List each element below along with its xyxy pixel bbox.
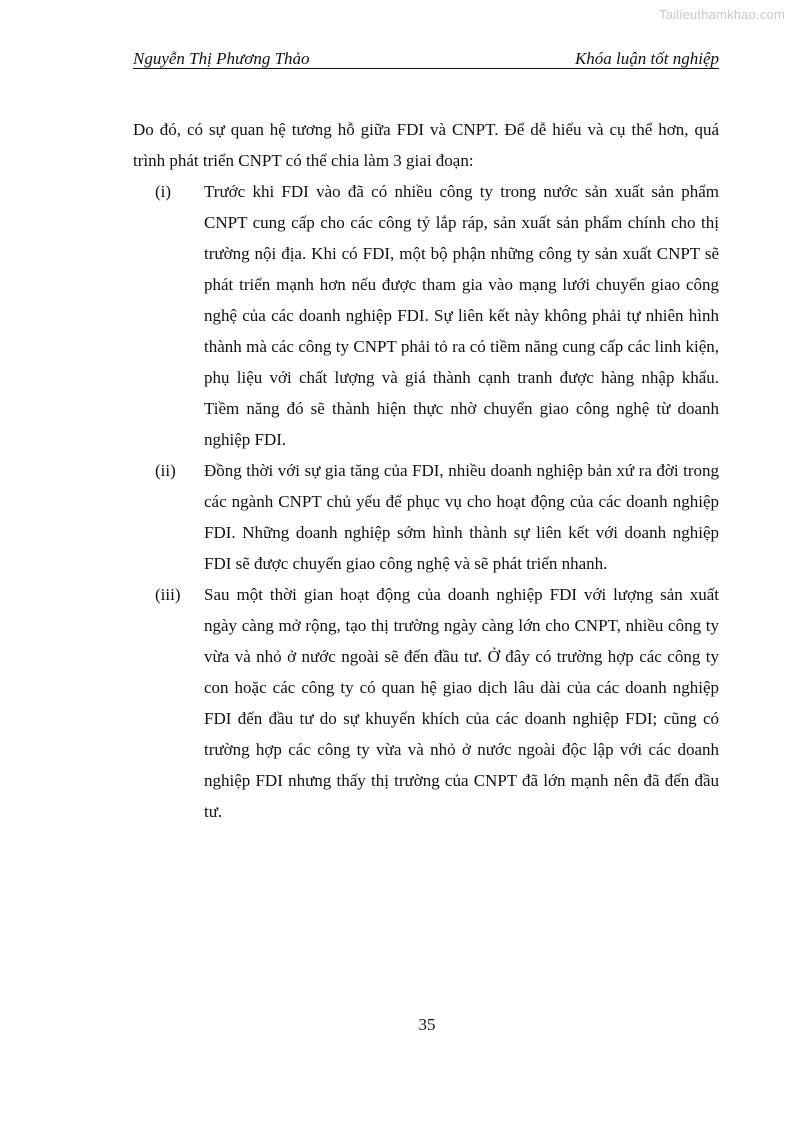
list-item (133, 176, 719, 455)
list-item-text: Sau một thời gian hoạt động của doanh nghiệp FDI với lượng sản xuất ngày càng mở rộng, tạo thị trường ngày càng lớn cho CNPT, nhiều công ty vừa và nhỏ ở nước ngoài sẽ đến đầu tư. Ở đây có trường hợp các công ty con hoặc các công ty có quan hệ giao dịch lâu dài của các doanh nghiệp FDI đến đầu tư do sự khuyến khích của các doanh nghiệp FDI; cũng có trường hợp các công ty vừa và nhỏ ở nước ngoài độc lập với các doanh nghiệp FDI nhưng thấy thị trường của CNPT đã lớn mạnh nên đã đến đầu tư. (204, 585, 719, 821)
list-item-text: Trước khi FDI vào đã có nhiều công ty trong nước sản xuất sản phẩm CNPT cung cấp cho các công tỷ lắp ráp, sản xuất sản phẩm chính cho thị trường nội địa. Khi có FDI, một bộ phận những công ty sản xuất CNPT sẽ phát triển mạnh hơn nếu được tham gia vào mạng lưới chuyển giao công nghệ của các doanh nghiệp FDI. Sự liên kết này không phải tự nhiên hình thành mà các công ty CNPT phải tỏ ra có tiềm năng cung cấp các linh kiện, phụ liệu với chất lượng và giá thành cạnh tranh được hàng nhập khẩu. Tiềm năng đó sẽ thành hiện thực nhờ chuyển giao công nghệ từ doanh nghiệp FDI. (204, 182, 719, 449)
page-header (133, 48, 719, 69)
watermark-text: Tailieuthamkhao.com (659, 7, 785, 22)
page-number: 35 (418, 1015, 436, 1034)
header-author: Nguyễn Thị Phương Thảo (133, 49, 310, 68)
stage-list (133, 176, 719, 827)
list-item-text: Đồng thời với sự gia tăng của FDI, nhiều doanh nghiệp bản xứ ra đời trong các ngành CNPT chủ yếu để phục vụ cho hoạt động của các doanh nghiệp FDI. Những doanh nghiệp sớm hình thành sự liên kết với doanh nghiệp FDI sẽ được chuyển giao công nghệ và sẽ phát triển nhanh. (204, 461, 719, 573)
page-body (133, 114, 719, 827)
list-item (133, 455, 719, 579)
list-item-marker: (i) (155, 182, 172, 201)
intro-paragraph: Do đó, có sự quan hệ tương hỗ giữa FDI và CNPT. Để dễ hiểu và cụ thể hơn, quá trình phát triển CNPT có thể chia làm 3 giai đoạn: (133, 120, 719, 170)
list-item (133, 579, 719, 827)
list-item-marker: (ii) (155, 461, 176, 480)
list-item-marker: (iii) (155, 585, 181, 604)
header-title: Khóa luận tốt nghiệp (574, 49, 719, 68)
